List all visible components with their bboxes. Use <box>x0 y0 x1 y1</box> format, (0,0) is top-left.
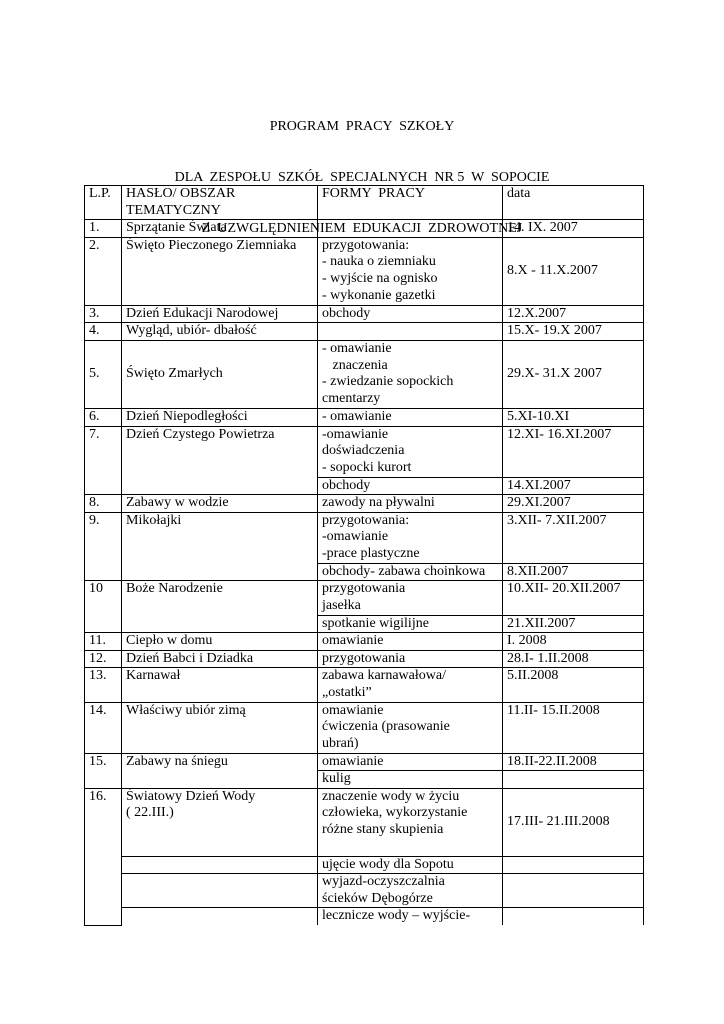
cell-lp: 15. <box>85 753 122 788</box>
cell-topic: Mikołajki <box>122 512 318 581</box>
cell-topic <box>122 908 318 925</box>
cell-lp: 12. <box>85 650 122 668</box>
cell-forms: kulig <box>318 771 503 789</box>
table-row <box>85 908 644 925</box>
cell-forms: przygotowania jasełka <box>318 581 503 615</box>
table-row <box>85 512 644 563</box>
cell-forms: obchody- zabawa choinkowa <box>318 563 503 581</box>
cell-date: 8.XII.2007 <box>503 563 644 581</box>
cell-topic <box>122 856 318 874</box>
cell-forms: przygotowania <box>318 650 503 668</box>
cell-lp: 14. <box>85 702 122 753</box>
cell-lp: 11. <box>85 633 122 651</box>
cell-date: 14. IX. 2007 <box>503 220 644 238</box>
table-row <box>85 874 644 908</box>
table-row <box>85 408 644 426</box>
cell-forms: omawianie <box>318 753 503 771</box>
cell-date: 10.XII- 20.XII.2007 <box>503 581 644 615</box>
cell-date: 3.XII- 7.XII.2007 <box>503 512 644 563</box>
cell-topic: Ciepło w domu <box>122 633 318 651</box>
table-row <box>85 495 644 513</box>
cell-forms <box>318 323 503 341</box>
cell-lp: 8. <box>85 495 122 513</box>
cell-date: 14.XI.2007 <box>503 477 644 495</box>
cell-forms: - omawianie znaczenia - zwiedzanie sopockich cmentarzy <box>318 340 503 408</box>
cell-forms: obchody <box>318 305 503 323</box>
table-row <box>85 237 644 305</box>
cell-topic: Zabawy w wodzie <box>122 495 318 513</box>
cell-date: 18.II-22.II.2008 <box>503 753 644 771</box>
cell-date: 21.XII.2007 <box>503 615 644 633</box>
table-row <box>85 426 644 477</box>
cell-lp: 9. <box>85 512 122 581</box>
cell-forms <box>318 220 503 238</box>
cell-topic: Święto Zmarłych <box>122 340 318 408</box>
cell-date: 12.XI- 16.XI.2007 <box>503 426 644 477</box>
cell-forms: ujęcie wody dla Sopotu <box>318 856 503 874</box>
cell-topic <box>122 874 318 908</box>
table-row <box>85 753 644 771</box>
cell-topic: Święto Pieczonego Ziemniaka <box>122 237 318 305</box>
table-row <box>85 220 644 238</box>
header-date: data <box>503 186 644 220</box>
cell-date: 8.X - 11.X.2007 <box>503 237 644 305</box>
cell-date <box>503 771 644 789</box>
cell-forms: przygotowania: -omawianie -prace plastyczne <box>318 512 503 563</box>
cell-forms: przygotowania: - nauka o ziemniaku - wyjście na ognisko - wykonanie gazetki <box>318 237 503 305</box>
cell-topic: Dzień Czystego Powietrza <box>122 426 318 495</box>
cell-forms: - omawianie <box>318 408 503 426</box>
table-row <box>85 856 644 874</box>
table-row <box>85 650 644 668</box>
cell-forms: spotkanie wigilijne <box>318 615 503 633</box>
cell-lp: 6. <box>85 408 122 426</box>
cell-date: 5.II.2008 <box>503 668 644 702</box>
table-row <box>85 788 644 856</box>
cell-lp: 2. <box>85 237 122 305</box>
cell-forms: zabawa karnawałowa/ „ostatki” <box>318 668 503 702</box>
cell-forms: obchody <box>318 477 503 495</box>
cell-forms: zawody na pływalni <box>318 495 503 513</box>
cell-forms: lecznicze wody – wyjście- <box>318 908 503 925</box>
cell-forms: znaczenie wody w życiu człowieka, wykorzystanie różne stany skupienia <box>318 788 503 856</box>
header-topic: HASŁO/ OBSZAR TEMATYCZNY <box>122 186 318 220</box>
cell-lp: 10 <box>85 581 122 633</box>
cell-date: 15.X- 19.X 2007 <box>503 323 644 341</box>
work-program-table <box>84 185 644 926</box>
cell-date: 5.XI-10.XI <box>503 408 644 426</box>
table-header-row <box>85 186 644 220</box>
cell-topic: Zabawy na śniegu <box>122 753 318 788</box>
cell-date <box>503 874 644 908</box>
header-forms: FORMY PRACY <box>318 186 503 220</box>
title-line-2: DLA ZESPOŁU SZKÓŁ SPECJALNYCH NR 5 W SOPOCIE <box>174 170 550 185</box>
cell-topic: Właściwy ubiór zimą <box>122 702 318 753</box>
cell-date <box>503 856 644 874</box>
cell-topic: Dzień Edukacji Narodowej <box>122 305 318 323</box>
table-row <box>85 581 644 615</box>
cell-date: I. 2008 <box>503 633 644 651</box>
cell-date: 29.X- 31.X 2007 <box>503 340 644 408</box>
table-row <box>85 633 644 651</box>
cell-topic: Sprzątanie Świata <box>122 220 318 238</box>
cell-lp: 13. <box>85 668 122 702</box>
cell-topic: Boże Narodzenie <box>122 581 318 633</box>
cell-date: 12.X.2007 <box>503 305 644 323</box>
cell-forms: omawianie ćwiczenia (prasowanie ubrań) <box>318 702 503 753</box>
cell-topic: Dzień Babci i Dziadka <box>122 650 318 668</box>
cell-forms: wyjazd-oczyszczalnia ścieków Dębogórze <box>318 874 503 908</box>
table-row <box>85 668 644 702</box>
cell-lp: 5. <box>85 340 122 408</box>
title-line-1: PROGRAM PRACY SZKOŁY <box>269 119 455 134</box>
cell-lp: 7. <box>85 426 122 495</box>
cell-lp: 1. <box>85 220 122 238</box>
title-line-3: Z UZWGLĘDNIENIEM EDUKACJI ZDROWOTNEJ <box>201 221 523 236</box>
cell-topic: Światowy Dzień Wody ( 22.III.) <box>122 788 318 856</box>
table-row <box>85 305 644 323</box>
cell-lp: 4. <box>85 323 122 341</box>
cell-forms: omawianie <box>318 633 503 651</box>
cell-date: 11.II- 15.II.2008 <box>503 702 644 753</box>
header-lp: L.P. <box>85 186 122 220</box>
cell-date <box>503 908 644 925</box>
cell-topic: Karnawał <box>122 668 318 702</box>
table-row <box>85 323 644 341</box>
cell-date: 17.III- 21.III.2008 <box>503 788 644 856</box>
cell-forms: -omawianie doświadczenia - sopocki kurort <box>318 426 503 477</box>
table-row <box>85 702 644 753</box>
cell-date: 29.XI.2007 <box>503 495 644 513</box>
cell-lp: 16. <box>85 788 122 925</box>
cell-topic: Dzień Niepodległości <box>122 408 318 426</box>
cell-topic: Wygląd, ubiór- dbałość <box>122 323 318 341</box>
table-row <box>85 340 644 408</box>
cell-date: 28.I- 1.II.2008 <box>503 650 644 668</box>
cell-lp: 3. <box>85 305 122 323</box>
